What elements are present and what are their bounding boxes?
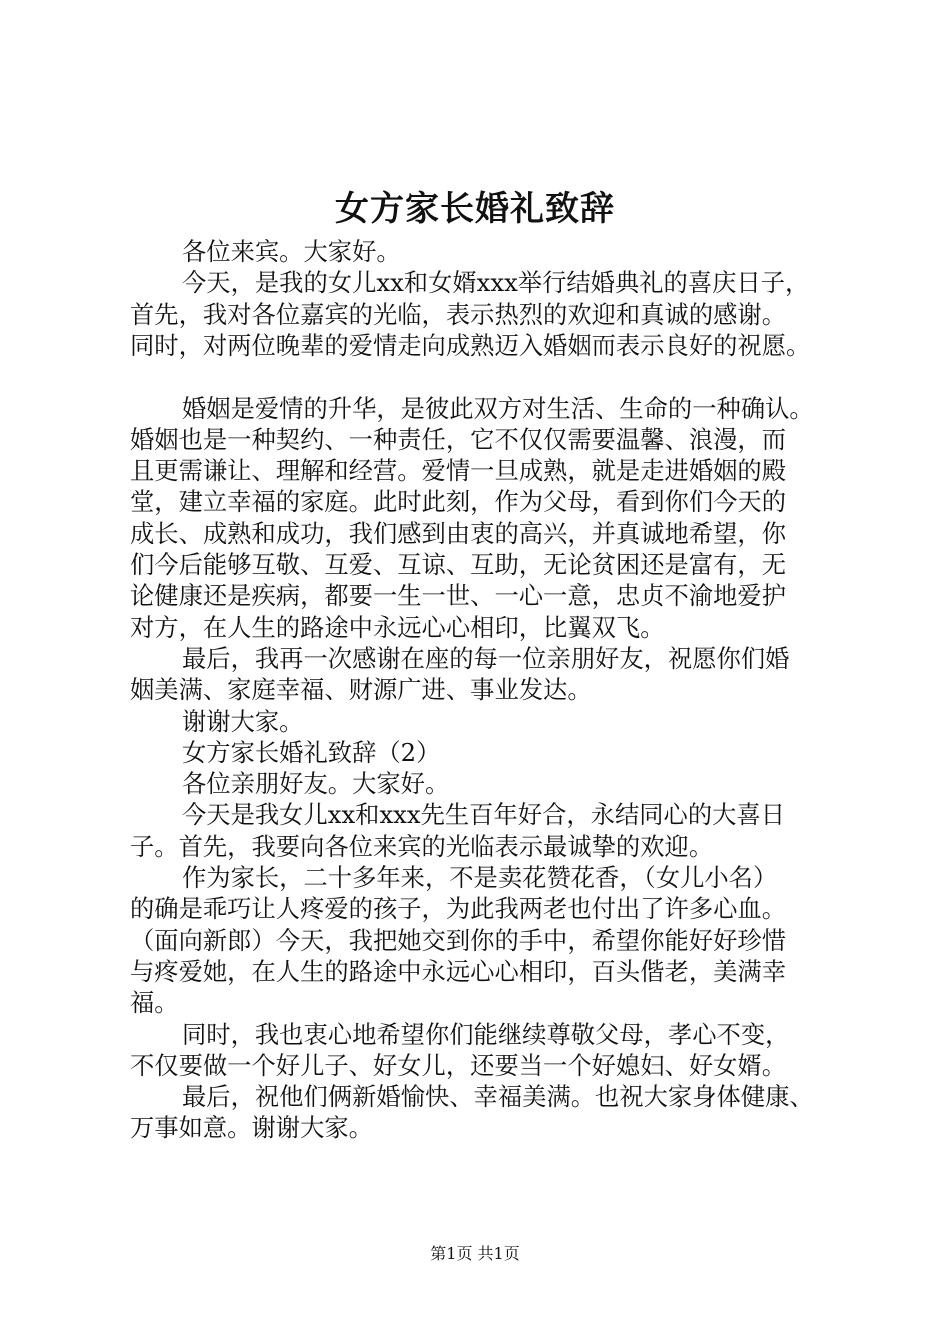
text-line: 最后，祝他们俩新婚愉快、幸福美满。也祝大家身体健康、 (182, 1082, 814, 1111)
text-line: 首先，我对各位嘉宾的光临，表示热烈的欢迎和真诚的感谢。 (130, 300, 787, 329)
page-footer: 第1页 共1页 (430, 1244, 520, 1263)
text-line: 子。首先，我要向各位来宾的光临表示最诚挚的欢迎。 (130, 832, 714, 861)
text-line: 姻美满、家庭幸福、财源广进、事业发达。 (130, 675, 592, 704)
text-line: 的确是乖巧让人疼爱的孩子，为此我两老也付出了许多心血。 (130, 894, 787, 923)
text-line: 同时，我也衷心地希望你们能继续尊敬父母，孝心不变， (182, 1020, 790, 1049)
text-line: （面向新郎）今天，我把她交到你的手中，希望你能好好珍惜 (130, 926, 787, 955)
text-line: 们今后能够互敬、互爱、互谅、互助，无论贫困还是富有，无 (130, 550, 787, 579)
document-title: 女方家长婚礼致辞 (335, 189, 615, 229)
text-line: 今天，是我的女儿xx和女婿xxx举行结婚典礼的喜庆日子， (182, 268, 810, 297)
text-line: 婚姻是爱情的升华，是彼此双方对生活、生命的一种确认。 (182, 394, 814, 423)
text-line: 成长、成熟和成功，我们感到由衷的高兴，并真诚地希望，你 (130, 519, 787, 548)
text-line: 最后，我再一次感谢在座的每一位亲朋好友，祝愿你们婚 (182, 644, 790, 673)
text-line: 谢谢大家。 (182, 707, 304, 736)
text-line: 同时，对两位晚辈的爱情走向成熟迈入婚姻而表示良好的祝愿。 (130, 331, 811, 360)
text-line: 与疼爱她，在人生的路途中永远心心相印，百头偕老，美满幸 (130, 957, 787, 986)
text-line: 不仅要做一个好儿子、好女儿，还要当一个好媳妇、好女婿。 (130, 1051, 787, 1080)
text-line: 女方家长婚礼致辞（2） (182, 738, 441, 767)
text-line: 论健康还是疾病，都要一生一世、一心一意，忠贞不渝地爱护 (130, 581, 787, 610)
text-line: 万事如意。谢谢大家。 (130, 1113, 373, 1142)
text-line: 福。 (130, 988, 179, 1017)
text-line: 婚姻也是一种契约、一种责任，它不仅仅需要温馨、浪漫，而 (130, 425, 787, 454)
text-line: 堂，建立幸福的家庭。此时此刻，作为父母，看到你们今天的 (130, 487, 787, 516)
text-line: 各位亲朋好友。大家好。 (182, 769, 450, 798)
text-line: 作为家长，二十多年来，不是卖花赞花香，（女儿小名） (182, 863, 778, 892)
text-line: 且更需谦让、理解和经营。爱情一旦成熟，就是走进婚姻的殿 (130, 456, 787, 485)
text-line: 对方，在人生的路途中永远心心相印，比翼双飞。 (130, 613, 665, 642)
text-line: 各位来宾。大家好。 (182, 237, 401, 266)
text-line: 今天是我女儿xx和xxx先生百年好合，永结同心的大喜日 (182, 800, 786, 829)
